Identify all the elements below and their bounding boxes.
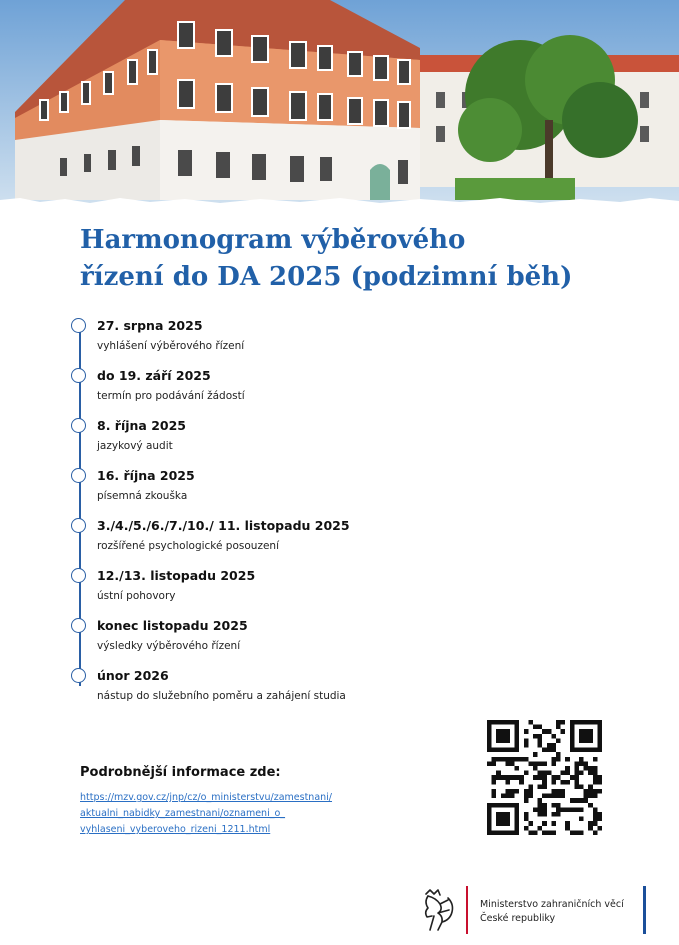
info-heading: Podrobnější informace zde: — [80, 765, 281, 780]
timeline-dot — [71, 568, 86, 583]
czech-lion-emblem-icon — [416, 886, 456, 934]
timeline-dot — [71, 318, 86, 333]
timeline-date: 16. října 2025 — [97, 468, 195, 483]
timeline-dot — [71, 368, 86, 383]
blue-divider — [643, 886, 646, 934]
info-link-line: https://mzv.gov.cz/jnp/cz/o_ministerstvu/zamestnani/ — [80, 792, 333, 803]
timeline-date: 8. října 2025 — [97, 418, 187, 433]
ministry-name-line-2: České republiky — [480, 913, 556, 924]
page-title — [80, 222, 640, 296]
hero-building-photo — [0, 0, 679, 205]
ministry-name-line-1: Ministerstvo zahraničních věcí — [480, 899, 624, 910]
timeline-item — [70, 368, 470, 412]
timeline-description: výsledky výběrového řízení — [97, 640, 241, 652]
timeline-date: 27. srpna 2025 — [97, 318, 203, 333]
timeline-dot — [71, 518, 86, 533]
timeline-item — [70, 318, 470, 362]
info-link[interactable] — [80, 790, 400, 838]
info-link-line: aktualni_nabidky_zamestnani/oznameni_o_ — [80, 808, 286, 819]
timeline-item — [70, 518, 470, 562]
timeline-description: ústní pohovory — [97, 590, 176, 602]
timeline-date: konec listopadu 2025 — [97, 618, 248, 633]
timeline-dot — [71, 668, 86, 683]
timeline — [70, 318, 490, 708]
timeline-date: 12./13. listopadu 2025 — [97, 568, 256, 583]
qr-code — [487, 720, 602, 835]
timeline-date: únor 2026 — [97, 668, 169, 683]
timeline-item — [70, 668, 470, 712]
info-link-line: vyhlaseni_vyberoveho_rizeni_1211.html — [80, 824, 271, 835]
ministry-footer — [410, 886, 650, 936]
timeline-item — [70, 468, 470, 512]
red-divider — [466, 886, 468, 934]
timeline-dot — [71, 418, 86, 433]
timeline-description: rozšířené psychologické posouzení — [97, 540, 279, 552]
timeline-description: písemná zkouška — [97, 490, 188, 502]
title-line-1: Harmonogram výběrového — [80, 225, 466, 255]
timeline-description: nástup do služebního poměru a zahájení studia — [97, 690, 346, 702]
timeline-date: 3./4./5./6./7./10./ 11. listopadu 2025 — [97, 518, 350, 533]
timeline-item — [70, 418, 470, 462]
title-line-2: řízení do DA 2025 (podzimní běh) — [80, 262, 573, 292]
timeline-description: termín pro podávání žádostí — [97, 390, 245, 402]
timeline-date: do 19. září 2025 — [97, 368, 211, 383]
timeline-dot — [71, 618, 86, 633]
timeline-description: jazykový audit — [97, 440, 173, 452]
timeline-item — [70, 618, 470, 662]
timeline-dot — [71, 468, 86, 483]
timeline-item — [70, 568, 470, 612]
ministry-name — [480, 898, 624, 926]
timeline-description: vyhlášení výběrového řízení — [97, 340, 245, 352]
